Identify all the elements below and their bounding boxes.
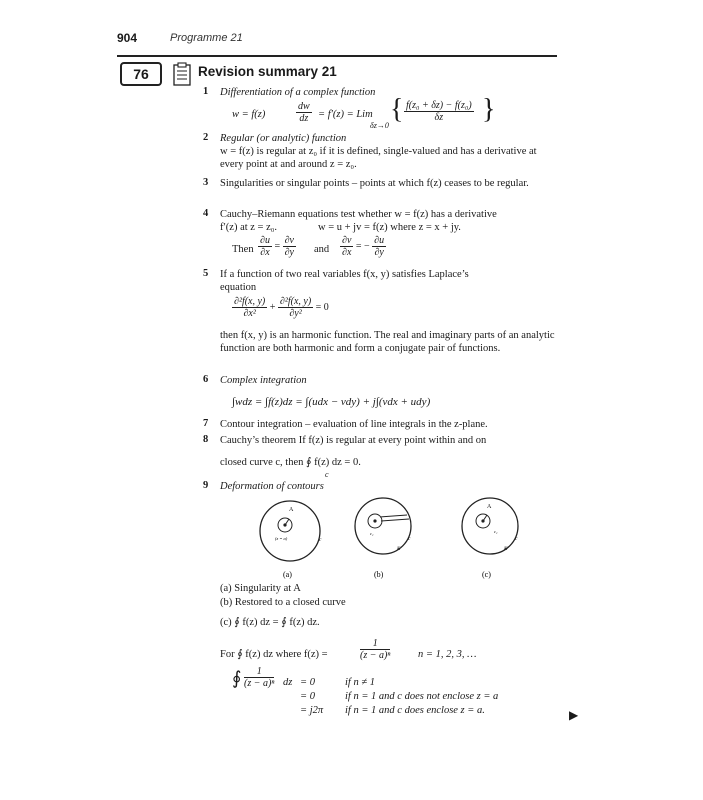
diagram-b	[355, 498, 411, 579]
item-6-heading: Complex integration	[220, 375, 307, 386]
page-number: 904	[117, 31, 138, 45]
item-3-text: Singularities or singular points – points at which f(z) ceases to be regular.	[220, 178, 529, 189]
label-A-c: A	[487, 504, 492, 510]
diagram-c	[462, 498, 518, 579]
label-c: c	[319, 537, 322, 543]
programme-title: Programme 21	[170, 32, 243, 44]
item-9-number: 9	[203, 480, 209, 491]
item-2-number: 2	[203, 132, 209, 143]
item-2-text: w = f(z) is regular at z₀ if it is defined, single-valued and has a derivative at every point at and around z = z₀.	[220, 146, 537, 170]
item-4-line1: Cauchy–Riemann equations test whether w = f(z) has a derivative	[220, 209, 497, 220]
item-9-res-dz: dz	[283, 677, 293, 688]
label-c-caption: (c)	[482, 570, 491, 579]
item-9-result-1: = 0	[300, 677, 315, 688]
item-9-cond-2: if n = 1 and c does not enclose z = a	[345, 691, 499, 702]
item-9-for-n: n = 1, 2, 3, …	[418, 649, 477, 660]
contour-integral-symbol: ∮	[232, 668, 242, 688]
item-3-number: 3	[203, 177, 209, 188]
item-8-number: 8	[203, 434, 209, 445]
item-9-result-2: = 0	[300, 691, 315, 702]
item-4-line2b: w = u + jv = f(z) where z = x + jy.	[318, 222, 461, 233]
contour-diagrams	[255, 493, 535, 583]
label-c-c: c	[515, 536, 518, 542]
item-4-number: 4	[203, 208, 209, 219]
item-9-list-b: (b) Restored to a closed curve	[220, 597, 346, 608]
item-1-deriv: = f′(z) = Lim	[318, 109, 373, 120]
item-9-heading: Deformation of contours	[220, 481, 324, 492]
frame-number: 76	[120, 62, 162, 86]
item-1-brace-left: {	[390, 94, 404, 125]
label-K: K	[397, 547, 401, 552]
diagram-a	[260, 501, 322, 579]
item-5-line1b: equation	[220, 282, 257, 293]
item-9-result-3: = j2π	[300, 705, 324, 716]
item-8-line2: closed curve c, then ∮ f(z) dz = 0.	[220, 457, 361, 468]
item-5-laplace: $\frac{\text{∂²f(x, y)}}{\text{∂x²}}$ + $\frac{\text{∂²f(x, y)}}{\text{∂y²}}$ = 0	[234, 296, 329, 319]
item-5-number: 5	[203, 268, 209, 279]
item-7-number: 7	[203, 418, 209, 429]
item-1-w: w = f(z)	[232, 109, 266, 120]
frame-title: Revision summary 21	[198, 64, 337, 79]
item-8-line1: Cauchy’s theorem If f(z) is regular at every point within and on	[220, 435, 487, 446]
label-K-c: K	[504, 547, 508, 552]
item-9-cond-1: if n ≠ 1	[345, 677, 375, 688]
item-9-for-text: For ∮ f(z) dz where f(z) =	[220, 649, 328, 660]
label-c1: c₁	[370, 531, 374, 536]
item-9-res-fraction: $\frac{1}{\text{(z − a)ⁿ}}$	[244, 666, 275, 689]
label-A: A	[289, 507, 294, 513]
item-9-cond-3: if n = 1 and c does enclose z = a.	[345, 705, 485, 716]
item-1-lim-sub: δz→0	[370, 121, 389, 130]
item-9-list-a: (a) Singularity at A	[220, 583, 301, 594]
item-1-heading: Differentiation of a complex function	[220, 87, 376, 98]
label-b: (b)	[374, 570, 384, 579]
item-4-then: Then	[232, 244, 254, 255]
item-8-sub-c: c	[325, 470, 329, 479]
notes-icon	[170, 62, 194, 88]
item-1-number: 1	[203, 86, 209, 97]
item-2-heading: Regular (or analytic) function	[220, 133, 347, 144]
item-4-cr1: $\frac{\partial u}{\partial x}$ = $\frac{\partial v}{\partial y}$	[260, 235, 294, 258]
item-4-line2a: f′(z) at z = z₀.	[220, 222, 278, 233]
label-z-eq-a: (z = a)	[275, 536, 288, 541]
next-page-arrow-icon[interactable]: ▶	[569, 708, 579, 722]
item-1-brace-right: }	[482, 94, 496, 125]
label-c1-c: c₁	[494, 529, 498, 534]
item-9-list-c: (c) ∮ f(z) dz = ∮ f(z) dz.	[220, 617, 320, 628]
item-1-dwdz: $\frac{dw}{dz}$	[298, 101, 310, 124]
label-a: (a)	[283, 570, 292, 579]
item-5-text: then f(x, y) is an harmonic function. The real and imaginary parts of an analytic function are both harmonic and form a conjugate pair of functions.	[220, 330, 555, 354]
label-c-b: c	[408, 536, 411, 542]
item-4-cr2: $\frac{\partial v}{\partial x}$ = − $\frac{\partial u}{\partial y}$	[342, 235, 385, 258]
item-9-for-fraction: $\frac{1}{\text{(z − a)ⁿ}}$	[360, 638, 391, 661]
item-4-and: and	[314, 244, 330, 255]
item-6-number: 6	[203, 374, 209, 385]
header-rule	[117, 55, 557, 57]
item-6-equation: ∫wdz = ∫f(z)dz = ∫(udx − vdy) + j∫(vdx + udy)	[232, 396, 431, 408]
item-7-text: Contour integration – evaluation of line integrals in the z-plane.	[220, 419, 488, 430]
item-5-line1: If a function of two real variables f(x, y) satisfies Laplace’s	[220, 269, 469, 280]
item-1-fraction: $\frac{\text{f(z₀ + δz) − f(z₀)}}{\delta z}$	[406, 100, 472, 123]
